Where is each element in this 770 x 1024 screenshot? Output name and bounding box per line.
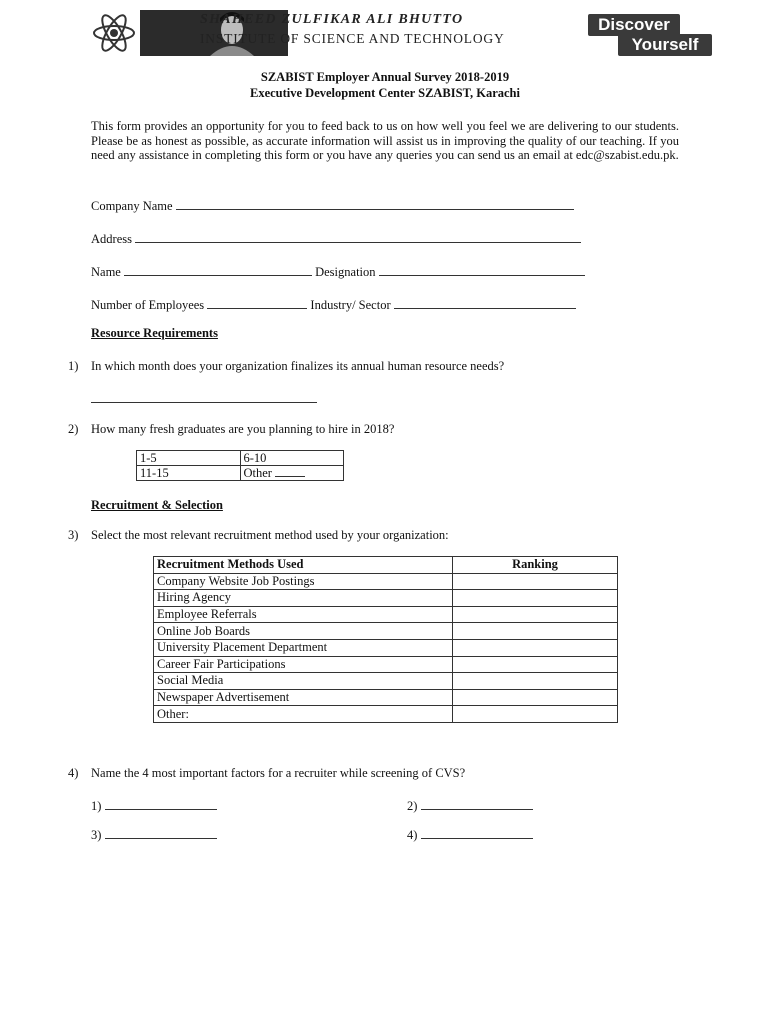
hires-options-table	[136, 450, 344, 481]
hire-option-11-15[interactable]: 11-15	[137, 466, 241, 481]
factor-2-field[interactable]	[421, 797, 533, 810]
num-employees-field[interactable]	[207, 296, 307, 309]
ranking-input[interactable]	[453, 673, 618, 690]
address-row	[91, 230, 581, 247]
table-row	[137, 451, 344, 466]
institute-name-line2: INSTITUTE OF SCIENCE AND TECHNOLOGY	[200, 31, 505, 46]
factor-3-field[interactable]	[105, 826, 217, 839]
table-header-row	[154, 557, 618, 574]
methods-column-header: Recruitment Methods Used	[154, 557, 453, 574]
method-cell: Career Fair Participations	[154, 656, 453, 673]
ranking-input[interactable]	[453, 573, 618, 590]
name-row	[91, 263, 585, 280]
hire-option-1-5[interactable]: 1-5	[137, 451, 241, 466]
factor-4-field[interactable]	[421, 826, 533, 839]
survey-title: SZABIST Employer Annual Survey 2018-2019	[260, 70, 510, 84]
table-row	[154, 706, 618, 723]
table-row	[154, 623, 618, 640]
intro-paragraph: This form provides an opportunity for you to feed back to us on how well you feel we are delivering to our students. Please be as honest as possible, as accurate information will assist us in improving the quality of our teaching. If you need any assistance in completing this form or you have any queries you can send us an email at edc@szabist.edu.pk.	[91, 119, 679, 163]
factor-2-number: 2)	[407, 799, 418, 813]
industry-label: Industry/ Sector	[310, 298, 391, 312]
q3-text: Select the most relevant recruitment method used by your organization:	[91, 528, 449, 542]
ranking-input[interactable]	[453, 590, 618, 607]
ranking-input[interactable]	[453, 706, 618, 723]
factor-4-row	[407, 826, 533, 843]
address-label: Address	[91, 232, 132, 246]
employees-row	[91, 296, 576, 313]
ranking-input[interactable]	[453, 623, 618, 640]
method-cell: Other:	[154, 706, 453, 723]
designation-label: Designation	[315, 265, 376, 279]
q2-number: 2)	[68, 422, 79, 436]
table-row	[154, 639, 618, 656]
q1-answer-field[interactable]	[91, 390, 317, 403]
q4-number: 4)	[68, 766, 79, 780]
survey-subtitle: Executive Development Center SZABIST, Karachi	[249, 86, 520, 100]
factor-3-number: 3)	[91, 828, 102, 842]
hire-option-6-10[interactable]: 6-10	[240, 451, 344, 466]
section-resource-requirements: Resource Requirements	[91, 326, 218, 340]
factor-3-row	[91, 826, 217, 843]
institute-name-line1: SHAHEED ZULFIKAR ALI BHUTTO	[200, 12, 464, 27]
table-row	[154, 656, 618, 673]
company-name-row	[91, 197, 574, 214]
q1-number: 1)	[68, 359, 79, 373]
ranking-input[interactable]	[453, 639, 618, 656]
atom-emblem-icon	[90, 10, 138, 56]
table-row	[154, 573, 618, 590]
table-row	[154, 606, 618, 623]
q3-number: 3)	[68, 528, 79, 542]
q4-text: Name the 4 most important factors for a recruiter while screening of CVS?	[91, 766, 466, 780]
table-row	[154, 689, 618, 706]
name-label: Name	[91, 265, 121, 279]
ranking-input[interactable]	[453, 656, 618, 673]
factor-1-field[interactable]	[105, 797, 217, 810]
slogan-line2: Yourself	[618, 34, 712, 56]
factor-2-row	[407, 797, 533, 814]
ranking-input[interactable]	[453, 689, 618, 706]
section-recruitment-selection: Recruitment & Selection	[91, 498, 223, 512]
industry-field[interactable]	[394, 296, 576, 309]
company-name-label: Company Name	[91, 199, 173, 213]
address-field[interactable]	[135, 230, 581, 243]
factor-1-row	[91, 797, 217, 814]
table-row	[154, 590, 618, 607]
hire-other-field[interactable]	[275, 466, 305, 477]
recruitment-methods-table	[153, 556, 618, 723]
company-name-field[interactable]	[176, 197, 574, 210]
table-row	[137, 466, 344, 481]
ranking-column-header: Ranking	[453, 557, 618, 574]
method-cell: Social Media	[154, 673, 453, 690]
institute-logo	[90, 8, 515, 58]
method-cell: Company Website Job Postings	[154, 573, 453, 590]
designation-field[interactable]	[379, 263, 585, 276]
q1-text: In which month does your organization finalizes its annual human resource needs?	[91, 359, 505, 373]
method-cell: Employee Referrals	[154, 606, 453, 623]
ranking-input[interactable]	[453, 606, 618, 623]
num-employees-label: Number of Employees	[91, 298, 205, 312]
slogan-line1: Discover	[588, 14, 680, 36]
method-cell: University Placement Department	[154, 639, 453, 656]
q2-text: How many fresh graduates are you planning to hire in 2018?	[91, 422, 395, 436]
hire-option-other-label: Other	[243, 466, 272, 480]
hire-option-other[interactable]	[240, 466, 344, 481]
method-cell: Newspaper Advertisement	[154, 689, 453, 706]
factor-1-number: 1)	[91, 799, 102, 813]
name-field[interactable]	[124, 263, 312, 276]
method-cell: Hiring Agency	[154, 590, 453, 607]
method-cell: Online Job Boards	[154, 623, 453, 640]
table-row	[154, 673, 618, 690]
factor-4-number: 4)	[407, 828, 418, 842]
discover-yourself-badge	[588, 14, 712, 56]
